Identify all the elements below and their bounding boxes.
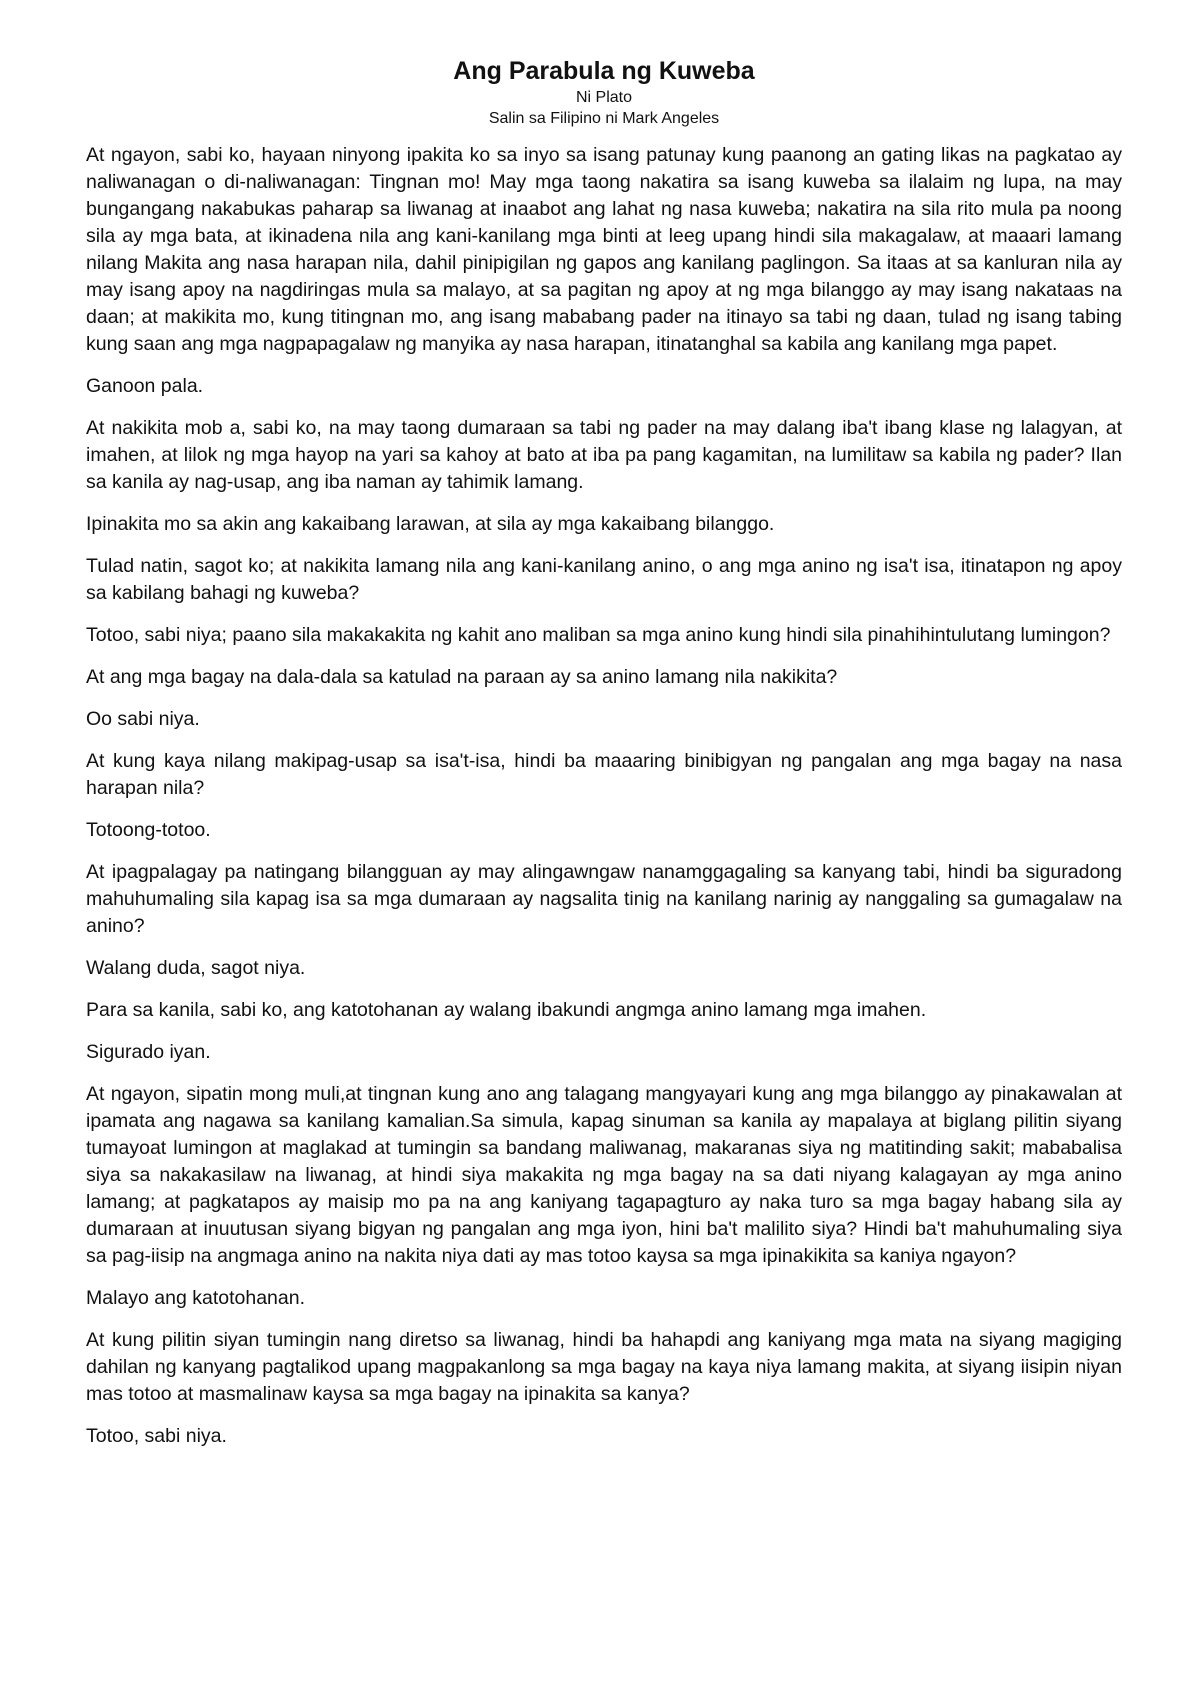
paragraph: Para sa kanila, sabi ko, ang katotohanan ay walang ibakundi angmga anino lamang mga imahen. [86,999,927,1021]
paragraph: At kung kaya nilang makipag-usap sa isa't-isa, hindi ba maaaring binibigyan ng pangalan ang mga bagay na nasa harapan nila? [86,750,1122,799]
paragraph: At nakikita mob a, sabi ko, na may taong dumaraan sa tabi ng pader na may dalang iba't ibang klase ng lalagyan, at imahen, at lilok ng mga hayop na yari sa kahoy at bato at iba pa pang kagamitan, na lumilitaw sa kabila ng pader? Ilan sa kanila ay nag-usap, ang iba naman ay tahimik lamang. [86,417,1122,493]
paragraph: Walang duda, sagot niya. [86,957,306,979]
paragraph: At ngayon, sipatin mong muli,at tingnan kung ano ang talagang mangyayari kung ang mga bilanggo ay pinakawalan at ipamata ang nagawa sa kanilang kamalian.Sa simula, kapag sinuman sa kanila ay mapalaya at biglang pilitin siyang tumayoat lumingon at maglakad at tumingin sa bandang maliwanag, makaranas siya ng matitinding sakit; mababalisa siya sa nakakasilaw na liwanag, at hindi siya makakita ng mga bagay na sa dati niyang kalagayan ay mga anino lamang; at pagkatapos ay maisip mo pa na ang kaniyang tagapagturo ay naka turo sa mga bagay habang sila ay dumaraan at inuutusan siyang bigyan ng pangalan ang mga iyon, hini ba't malilito siya? Hindi ba't mahuhumaling siya sa pag-iisip na angmaga anino na nakita niya dati ay mas totoo kaysa sa mga ipinakikita sa kaniya ngayon? [86,1083,1122,1267]
paragraph: At ipagpalagay pa natingang bilangguan ay may alingawngaw nanamggagaling sa kanyang tabi, hindi ba siguradong mahuhumaling sila kapag isa sa mga dumaraan ay nagsalita tinig na kanilang narinig ay nanggaling sa gumagalaw na anino? [86,861,1122,937]
paragraph: At kung pilitin siyan tumingin nang diretso sa liwanag, hindi ba hahapdi ang kaniyang mga mata na siyang magiging dahilan ng kanyang pagtalikod upang magpakanlong sa mga bagay na kaya niya lamang makita, at siyang iisipin niyan mas totoo at masmalinaw kaysa sa mga bagay na ipinakita sa kanya? [86,1329,1122,1405]
paragraph: Totoong-totoo. [86,819,211,841]
paragraph: Oo sabi niya. [86,708,200,730]
paragraph: Sigurado iyan. [86,1041,211,1063]
paragraph: At ngayon, sabi ko, hayaan ninyong ipakita ko sa inyo sa isang patunay kung paanong an gating likas na pagkatao ay naliwanagan o di-naliwanagan: Tingnan mo! May mga taong nakatira sa isang kuweba sa ilalaim ng lupa, na may bungangang nakabukas paharap sa liwanag at inaabot ang lahat ng nasa kuweba; nakatira na sila rito mula pa noong sila ay mga bata, at ikinadena nila ang kani-kanilang mga binti at leeg upang hindi sila makagalaw, at maaari lamang nilang Makita ang nasa harapan nila, dahil pinipigilan ng gapos ang kanilang paglingon. Sa itaas at sa kanluran nila ay may isang apoy na nagdiringas mula sa malayo, at sa pagitan ng apoy at ng mga bilanggo ay may isang nakataas na daan; at makikita mo, kung titingnan mo, ang isang mababang pader na itinayo sa tabi ng daan, tulad ng isang tabing kung saan ang mga nagpapagalaw ng manyika ay nasa harapan, itinatanghal sa kabila ang kanilang mga papet. [86,144,1122,355]
paragraph: Totoo, sabi niya; paano sila makakakita ng kahit ano maliban sa mga anino kung hindi sila pinahihintulutang lumingon? [86,624,1111,646]
paragraph: Tulad natin, sagot ko; at nakikita lamang nila ang kani-kanilang anino, o ang mga anino ng isa't isa, itinatapon ng apoy sa kabilang bahagi ng kuweba? [86,555,1122,604]
paragraph: Malayo ang katotohanan. [86,1287,305,1309]
paragraph: Totoo, sabi niya. [86,1425,227,1447]
document-body [86,142,1122,1450]
paragraph: At ang mga bagay na dala-dala sa katulad na paraan ay sa anino lamang nila nakikita? [86,666,838,688]
translator-line: Salin sa Filipino ni Mark Angeles [488,110,720,127]
paragraph: Ipinakita mo sa akin ang kakaibang larawan, at sila ay mga kakaibang bilanggo. [86,513,775,535]
document-page [86,55,1122,1465]
paragraph: Ganoon pala. [86,375,204,397]
author-line: Ni Plato [575,89,633,106]
document-title: Ang Parabula ng Kuweba [453,57,755,85]
